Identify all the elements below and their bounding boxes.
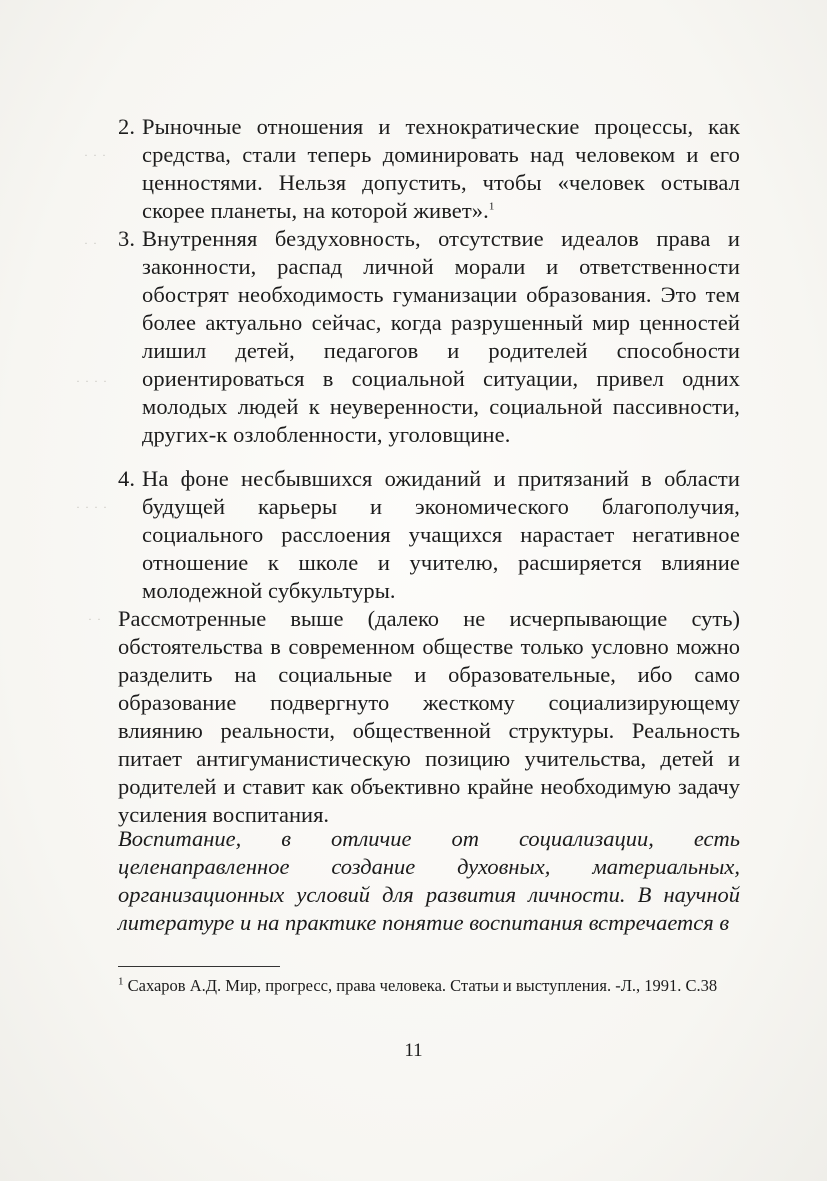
footnote-marker: 1 <box>118 975 124 988</box>
scan-artifact: · · <box>88 612 102 626</box>
footnote-divider <box>118 966 280 967</box>
list-item-number: 4. <box>118 466 136 491</box>
list-item-text: Рыночные отношения и технократические процессы, как средства, стали теперь доминировать над человеком и его ценностями. Нельзя допустить, чтобы «человек остывал скорее планеты, на которой живет».$^1$ <box>142 114 740 223</box>
body-paragraph: Рассмотренные выше (далеко не исчерпывающие суть) обстоятельства в современном обществе только условно можно разделить на социальные и образовательные, ибо само образование подвергнуто жесткому социализирующему влиянию реальности, общественной структуры. Реальность питает антигуманистическую позицию учительства, детей и родителей и ставит как объективно крайне необходимую задачу усиления воспитания. <box>118 606 740 827</box>
scan-artifact: · · · · <box>76 374 108 388</box>
list-item-text: Внутренняя бездуховность, отсутствие идеалов права и законности, распад личной морали и ответственности обострят необходимость гуманизации образования. Это тем более актуально сейчас, когда разрушенный мир ценностей лишил детей, педагогов и родителей способности ориентироваться в социальной ситуации, привел одних молодых людей к неуверенности, социальной пассивности, других-к озлобленности, уголовщине. <box>142 226 740 447</box>
scan-artifact: · · <box>84 236 98 250</box>
scan-artifact: · · · · <box>76 500 108 514</box>
scan-artifact: · · · <box>84 148 107 162</box>
page-number: 11 <box>404 1040 423 1061</box>
list-item-text: На фоне несбывшихся ожиданий и притязаний в области будущей карьеры и экономического благополучия, социального расслоения учащихся нарастает негативное отношение к школе и учителю, расширяется влияние молодежной субкультуры. <box>142 466 740 603</box>
list-item-4 <box>118 465 740 605</box>
list-item-number: 3. <box>118 226 136 251</box>
footnote <box>118 975 740 996</box>
list-item-3 <box>118 225 740 449</box>
list-item-2 <box>118 113 740 225</box>
footnote-text: Сахаров А.Д. Мир, прогресс, права человека. Статьи и выступления. -Л., 1991. С.38 <box>127 976 718 995</box>
footnote-reference: 1 <box>488 200 495 213</box>
italic-paragraph: Воспитание, в отличие от социализации, есть целенаправленное создание духовных, материальных, организационных условий для развития личности. В научной литературе и на практике понятие воспитания встречается в <box>118 826 740 935</box>
list-item-number: 2. <box>118 114 136 139</box>
